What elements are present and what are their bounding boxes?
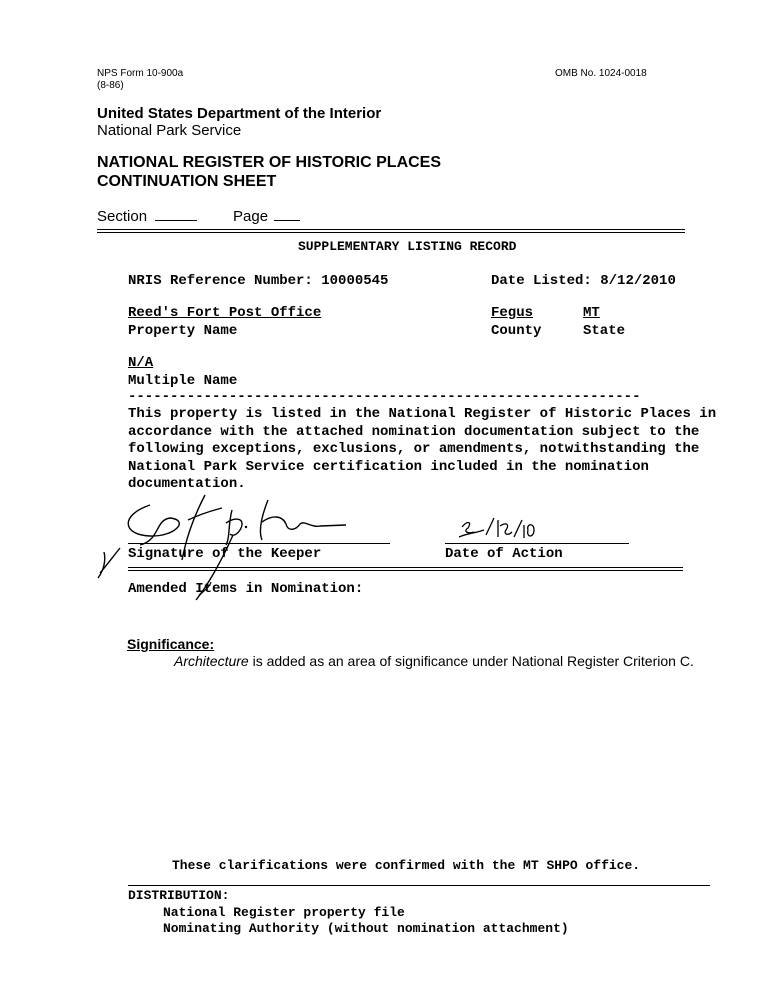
clarification-note: These clarifications were confirmed with the MT SHPO office. [172,858,641,873]
date-of-action-label: Date of Action [445,546,563,562]
multiple-name-value: N/A [128,355,154,371]
property-name-value: Reed's Fort Post Office [128,305,322,321]
department-name: United States Department of the Interior [97,105,382,122]
nris-value: 10000545 [321,273,389,289]
signature-label: Signature of the Keeper [128,546,322,562]
distribution-item: National Register property file [163,905,405,920]
property-name-label: Property Name [128,323,238,339]
state-value: MT [583,305,600,321]
form-date: (8-86) [97,80,124,91]
dash-separator: ------------------------------------------------------------- [128,389,641,405]
form-number: NPS Form 10-900a [97,68,184,79]
county-label: County [491,323,542,339]
distribution-label: DISTRIBUTION: [128,888,230,903]
supplementary-heading: SUPPLEMENTARY LISTING RECORD [298,239,517,254]
date-listed-label: Date Listed: [491,273,592,289]
bottom-separator-2 [128,570,683,571]
amended-items-label: Amended Items in Nomination: [128,581,364,597]
sheet-title-line2: CONTINUATION SHEET [97,173,277,190]
multiple-name-label: Multiple Name [128,373,238,389]
omb-number: OMB No. 1024-0018 [555,68,647,79]
state-label: State [583,323,626,339]
distribution-rule [128,885,710,886]
bottom-separator-1 [128,567,683,568]
page-label: Page [233,208,269,225]
service-name: National Park Service [97,122,242,139]
sheet-title-line1: NATIONAL REGISTER OF HISTORIC PLACES [97,154,442,171]
significance-heading: Significance: [127,636,215,652]
county-value: Fegus [491,305,534,321]
significance-body: is added as an area of significance under National Register Criterion C. [248,653,694,669]
significance-text [174,653,694,669]
nris-label: NRIS Reference Number: [128,273,313,289]
section-label: Section [97,208,148,225]
significance-term: Architecture [174,653,249,669]
date-listed-value: 8/12/2010 [600,273,676,289]
listing-statement: This property is listed in the National Register of Historic Places in accordance with the attached nomination documentation subject to the following exceptions, exclusions, or amendments, notwithstanding the National Park Service certification included in the nomination documentation. [128,406,717,492]
distribution-item: Nominating Authority (without nomination attachment) [163,921,569,936]
